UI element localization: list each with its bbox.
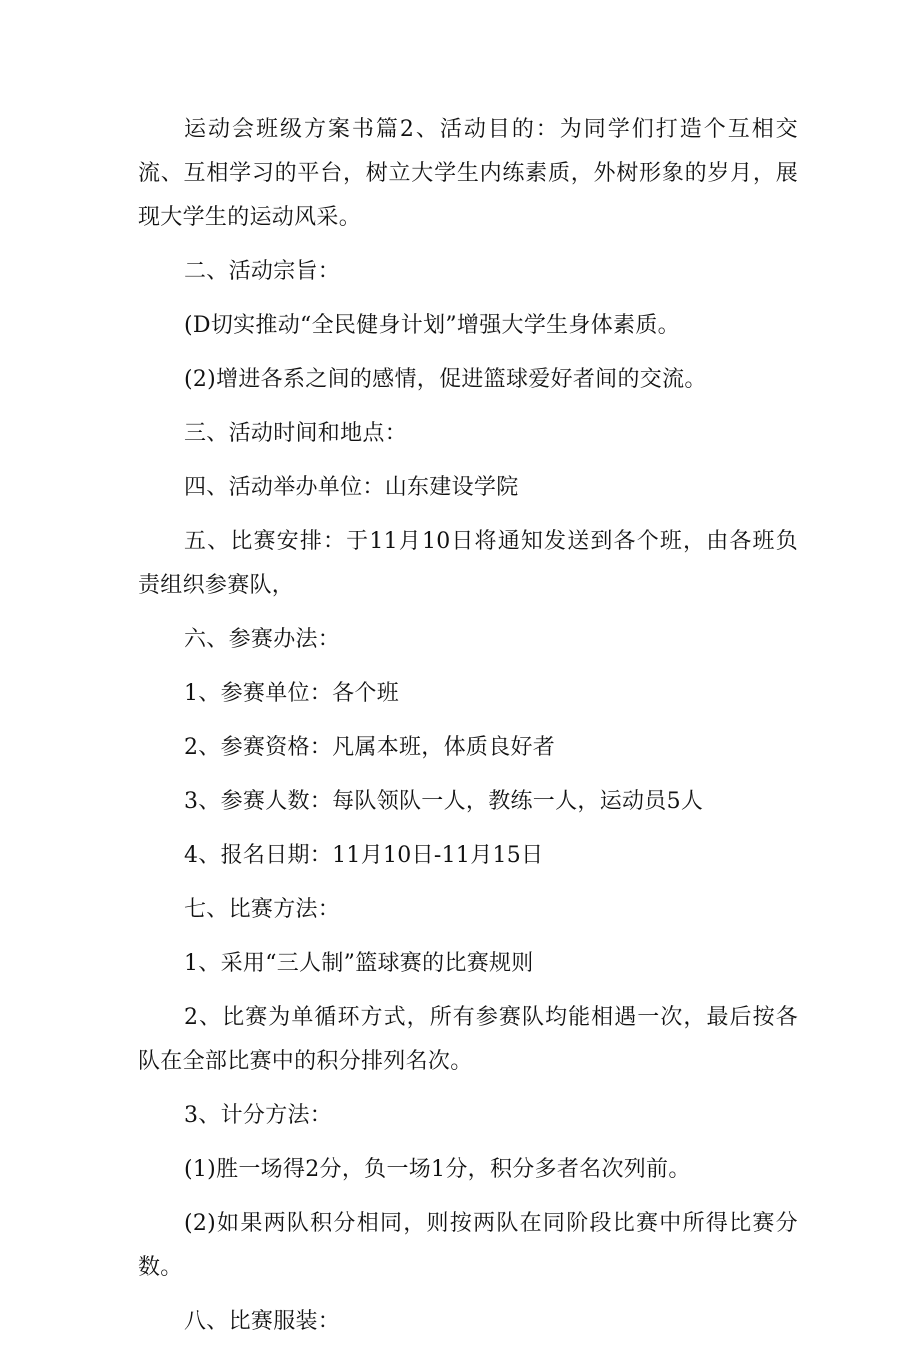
list-item-scoring-1: (1)胜一场得2分，负一场1分，积分多者名次列前。	[184, 1157, 691, 1182]
paragraph-intro: 运动会班级方案书篇2、活动目的：为同学们打造个互相交流、互相学习的平台，树立大学生内练素质，外树形象的岁月，展现大学生的运动风采。	[138, 117, 798, 230]
heading-activity-purpose: 二、活动宗旨：	[184, 259, 341, 284]
heading-time-place: 三、活动时间和地点：	[184, 421, 408, 446]
list-item-units: 1、参赛单位：各个班	[184, 681, 399, 706]
heading-scoring: 3、计分方法：	[184, 1103, 333, 1128]
heading-organizer: 四、活动举办单位：山东建设学院	[184, 475, 519, 500]
list-item-team-size: 3、参赛人数：每队领队一人，教练一人，运动员5人	[184, 789, 704, 814]
list-item-eligibility: 2、参赛资格：凡属本班，体质良好者	[184, 735, 556, 760]
list-item-registration-date: 4、报名日期：11月10日-11月15日	[184, 843, 544, 868]
heading-competition-method: 七、比赛方法：	[184, 897, 341, 922]
list-item-round-robin: 2、比赛为单循环方式，所有参赛队均能相遇一次，最后按各队在全部比赛中的积分排列名次。	[138, 1005, 798, 1074]
list-item-purpose-2: (2)增进各系之间的感情，促进篮球爱好者间的交流。	[184, 367, 707, 392]
list-item-purpose-1: (D切实推动“全民健身计划”增强大学生身体素质。	[184, 313, 680, 338]
heading-uniform: 八、比赛服装：	[184, 1309, 341, 1334]
list-item-scoring-2: (2)如果两队积分相同，则按两队在同阶段比赛中所得比赛分数。	[138, 1211, 798, 1280]
list-item-rules: 1、采用“三人制”篮球赛的比赛规则	[184, 951, 534, 976]
heading-participation: 六、参赛办法：	[184, 627, 341, 652]
document-page	[138, 108, 798, 1354]
paragraph-schedule: 五、比赛安排：于11月10日将通知发送到各个班，由各班负责组织参赛队，	[138, 529, 798, 598]
